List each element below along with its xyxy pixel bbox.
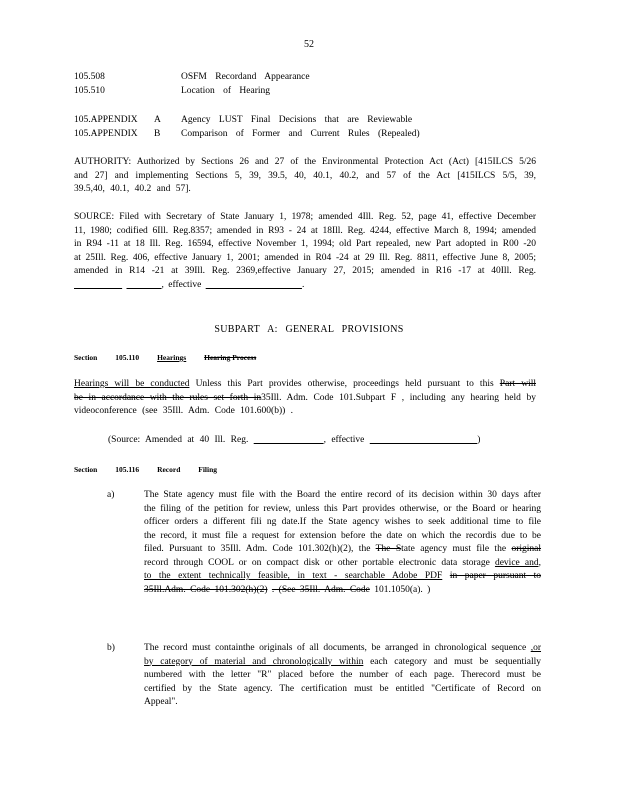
source-note: SOURCE: Filed with Secretary of State January 1, 1978; amended 4Ill. Reg. 52, page 41, effective December 11, 1980; codified 6Ill. Reg.8357; amended in R93 - 24 at 18Ill. Reg. 4244, effective March 8, 1994; amended in R94 -11 at 18 Ill. Reg. 16594, effective November 1, 1994; old Part repealed, new Part adopted in R00 -20 at 25Ill. Reg. 406, effective January 1, 2001; amended in R04 -24 at 29 Ill. Reg. 8811, effective June 8, 2005; amended in R14 -21 at 39Ill. Reg. 2369,effective January 27, 2015; amended in R16 -17 at 40Ill. Reg. , effective .	[74, 212, 536, 290]
source-text: SOURCE: Filed with Secretary of State January 1, 1978; amended 4Ill. Reg. 52, page 41, effective December 11, 1980; codified 6Ill. Reg.8357; amended in R93 - 24 at 18Ill. Reg. 4244, effective March 8, 1994; amended in R94 -11 at 18 Ill. Reg. 16594, effective November 1, 1994; old Part repealed, new Part adopted in R00 -20 at 25Ill. Reg. 406, effective January 1, 2001; amended in R04 -24 at 29 Ill. Reg. 8811, effective June 8, 2005; amended in R14 -21 at 39Ill. Reg. 2369,effective January 27, 2015; amended in R16 -17 at 40Ill. Reg.	[74, 212, 536, 276]
source-end: )	[477, 435, 481, 445]
appendix-letter: A	[154, 115, 161, 125]
toc-title: Location of Hearing	[181, 85, 271, 96]
subpart-heading: SUBPART A: GENERAL PROVISIONS	[214, 324, 404, 335]
toc-number: 105.510	[74, 85, 105, 96]
source-blank	[127, 280, 162, 290]
section-heading	[74, 463, 233, 477]
toc-row	[74, 71, 536, 85]
section-label: Section	[74, 353, 98, 362]
inserted-text: ,or by category of material and chronologically within	[144, 643, 542, 667]
toc-letter	[145, 71, 181, 85]
appendix-title: Comparison of Former and Current Rules (Repealed)	[181, 128, 420, 139]
deleted-text: Part will be in accordance with the rules set forth in	[74, 379, 536, 403]
authority-note: AUTHORITY: Authorized by Sections 26 and 27 of the Environmental Protection Act (Act) [415ILCS 5/26 and 27] and implementing Sections 5, 39, 39.5, 40, 40.1, 40.2, and 57 of the Act [415ILCS 5/5, 39, 39.5,40, 40.1, 40.2 and 57].	[74, 157, 536, 194]
section-title-new: Hearings	[157, 353, 187, 362]
section-heading	[74, 351, 272, 365]
body-text: 101.1050(a). )	[374, 584, 431, 595]
appendix-row	[74, 128, 536, 142]
source-tail: , effective	[161, 279, 202, 290]
appendix-letter: B	[154, 128, 161, 139]
toc-row	[74, 85, 536, 99]
section-110-body	[74, 378, 536, 419]
deleted-text: in paper pursuant to 35Ill.Adm. Code 101.302(h)(2)	[144, 571, 542, 595]
section-label: Section	[74, 465, 98, 474]
body-text: The record must containthe originals of all documents, be arranged in chronological sequence	[144, 643, 527, 653]
section-number: 105.116	[115, 465, 140, 474]
subsection-a	[107, 489, 541, 597]
toc-number: 105.508	[74, 72, 105, 82]
body-text: Unless this Part provides otherwise, proceedings held pursuant to this	[189, 379, 494, 389]
section-title-a: Record	[157, 465, 181, 474]
source-blank	[74, 280, 122, 290]
appendix-title: Agency LUST Final Decisions that are Reviewable	[181, 115, 413, 125]
page-number: 52	[304, 39, 314, 50]
source-blank	[370, 435, 481, 445]
source-blank	[206, 280, 302, 290]
inserted-text: Hearings will be conducted	[74, 379, 190, 389]
deleted-text: The S	[375, 544, 402, 554]
appendix-number: 105.APPENDIX	[74, 128, 138, 139]
appendix-row	[74, 114, 536, 128]
body-text: record through COOL or on compact disk or other portable electronic data storage	[144, 557, 490, 568]
body-text: 35Ill. Adm. Code 101.Subpart F , including any hearing held by videoconference (see 35Ill. Adm. Code 101.600(b)) .	[74, 392, 536, 416]
source-prefix: (Source: Amended at 40 Ill. Reg.	[108, 435, 249, 445]
subsection-text	[144, 489, 541, 597]
section-title-b: Filing	[198, 465, 218, 474]
deleted-text: original	[511, 544, 542, 554]
body-text: tate agency must file the	[401, 544, 507, 554]
appendix-number: 105.APPENDIX	[74, 115, 138, 125]
subsection-text	[144, 642, 541, 710]
section-title-old: Hearing Process	[204, 353, 257, 362]
appendix-list	[74, 114, 536, 141]
body-text: each category and must be sequentially numbered with the letter "R" placed before the number of each page. Therecord must be certified by the State agency. The certification must be entitled "Certificate of Record on Appeal".	[144, 656, 541, 707]
toc-title: OSFM Recordand Appearance	[181, 72, 310, 82]
body-text: The State agency must file with the Board the entire record of its decision within 30 days after the filing of the petition for review, unless this Part provides otherwise, or the Board or hearing officer orders a different fili ng date.If the State agency wishes to seek additional time to file the record, it must file a request for extension before the date on which the recordis due to be filed. Pursuant to 35Ill. Adm. Code 101.302(h)(2), the	[144, 490, 541, 554]
source-mid: , effective	[323, 435, 365, 445]
section-number: 105.110	[115, 353, 140, 362]
inserted-text: device and, to the extent technically feasible, in text - searchable Adobe PDF	[144, 557, 541, 581]
subsection-b	[107, 642, 541, 710]
toc-letter	[145, 85, 181, 99]
toc-list	[74, 71, 536, 98]
source-blank	[254, 435, 324, 445]
subsection-label: b)	[107, 643, 115, 653]
deleted-text: . (See 35Ill. Adm. Code	[271, 584, 370, 595]
section-110-source	[108, 434, 480, 448]
subsection-label: a)	[107, 490, 115, 500]
